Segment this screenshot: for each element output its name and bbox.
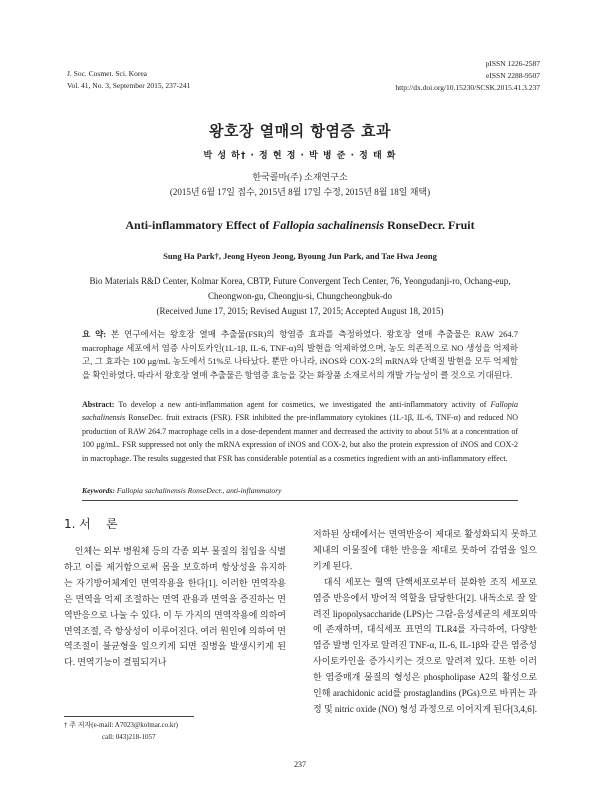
abstract-divider [82, 500, 518, 501]
title-en-post: RonseDecr. Fruit [384, 218, 475, 232]
title-en-pre: Anti-inflammatory Effect of [125, 218, 273, 232]
intro-paragraph-1: 인체는 외부 병원체 등의 각종 외부 물질의 침입을 식별하고 이를 제거함으로써 몸을 보호하며 항상성을 유지하는 자기방어체계인 면역작용을 한다[1]. 이러한 면역작용은 면역을 억제 조절하는 면역 관용과 면역을 증진하는 면역반응으로 나눌 수 있다. 이 두 가지의 면역작용에 의하여 면역조절, 즉 항상성이 이루어진다. 여러 원인에 의하여 면역조절이 불균형을 일으키게 되면 질병을 발생시키게 된다. 면역기능이 결핍되거나 [64, 546, 286, 668]
footnote-phone: call: 043)218-1057 [102, 733, 156, 741]
doi-link[interactable]: http://dx.doi.org/10.15230/SCSK.2015.41.3.237 [395, 83, 540, 92]
keywords [82, 486, 518, 495]
page-number: 237 [294, 760, 306, 769]
affiliation-english [62, 274, 538, 319]
dates-en-line: (Received June 17, 2015; Revised August 17, 2015; Accepted August 18, 2015) [156, 306, 444, 316]
title-en-species: Fallopia sachalinensis [272, 218, 385, 232]
affiliation-kr-line: 한국콜마(주) 소재연구소 [252, 172, 348, 182]
body-column-left [64, 544, 286, 671]
authors-english: Sung Ha Park†, Jeong Hyeon Jeong, Byoung Jun Park, and Tae Hwa Jeong [163, 251, 437, 261]
title-english [0, 218, 600, 233]
affiliation-en-line2: Cheongwon-gu, Cheongju-si, Chungcheongbuk-do [208, 291, 392, 301]
journal-volume: Vol. 41, No. 3, September 2015, 237-241 [67, 81, 191, 90]
intro-paragraph-1-cont: 저하된 상태에서는 면역반응이 제대로 활성화되지 못하고 체내의 이물질에 대한 반응을 제대로 못하여 감염을 일으키게 된다. [313, 529, 537, 571]
keywords-text: Fallopia sachalinensis RonseDecr., anti-inflammatory [114, 486, 282, 495]
eissn: eISSN 2288-9507 [486, 71, 540, 80]
dates-kr-line: (2015년 6월 17일 접수, 2015년 8월 17일 수정, 2015년 8월 18일 채택) [169, 187, 431, 197]
affiliation-en-line1: Bio Materials R&D Center, Kolmar Korea, CBTP, Future Convergent Tech Center, 76, Yeongudanji-ro, Ochang-eup, [89, 276, 511, 286]
abstract-en-text2: RonseDec. fruit extracts (FSR). FSR inhibited the pre-inflammatory cytokines (1L-1β, IL-6, TNF-α) and reduced NO production of RAW 264.7 macrophage cells in a dose-dependent manner and decreased the activity to about 51% at a concentration of 100 μg/mL. FSR suppressed not only the mRNA expression of iNOS and COX-2, but also the protein expression of iNOS and COX-2 in macrophage. The results suggested that FSR has considerable potential as a cosmetics ingredient with an anti-inflammatory effect. [82, 413, 518, 463]
journal-name: J. Soc. Cosmet. Sci. Korea [67, 69, 147, 78]
title-korean: 왕호장 열매의 항염증 효과 [208, 122, 392, 140]
abstract-en-text1: To develop a new anti-inflammation agent for cosmetics, we investigated the anti-inflammatory activity of [114, 400, 491, 409]
abstract-korean [82, 328, 518, 382]
keywords-label: Keywords: [82, 486, 115, 495]
authors-korean: 박 성 하† · 정 현 정 · 박 병 준 · 정 태 화 [203, 151, 397, 161]
footnote [64, 719, 286, 743]
footnote-email: † 주 저자(e-mail: A7023@kolmar.co.kr) [64, 721, 179, 729]
abstract-en-species: Fallopia sachalinensis [82, 400, 518, 423]
footnote-divider [64, 716, 194, 717]
issn-block [395, 58, 540, 94]
pissn: pISSN 1226-2587 [485, 59, 540, 68]
abstract-en-label: Abstract: [82, 400, 115, 409]
abstract-english [82, 398, 518, 465]
intro-paragraph-2: 대식 세포는 혈액 단핵세포로부터 분화한 조직 세포로 염증 반응에서 방어적 역할을 담당한다[2]. 내독소로 잘 알려진 lipopolysaccharide (LPS)는 그람-음성세균의 세포외막에 존재하며, 대식세포 표면의 TLR4를 자극하여, 다양한 염증 발병 인자로 알려진 TNF-α, IL-6, IL-1β와 같은 염증성 사이토카인을 증가시키는 것으로 알려져 있다. 또한 이러한 염증매개 물질의 형성은 phospholipase A2의 활성으로 인해 arachidonic acid를 prostaglandins (PGs)으로 바뀌는 과정 및 nitric oxide (NO) 형성 과정으로 이어지게 된다[3,4,6]. [313, 576, 537, 714]
body-column-right [313, 527, 537, 718]
journal-header [67, 68, 190, 92]
abstract-kr-text: 본 연구에서는 왕호장 열매 추출물(FSR)의 항염증 효과를 측정하였다. 왕호장 열매 추출물은 RAW 264.7 macrophage 세포에서 염증 사이토카인(1L-1β, IL-6, TNF-α)의 발현을 억제하였으며, 농도 의존적으로 NO 생성을 억제하고, 그 효과는 100 μg/mL 농도에서 51%로 나타났다. 뿐만 아니라, iNOS와 COX-2의 mRNA와 단백질 발현을 모두 억제함을 확인하였다. 따라서 왕호장 열매 추출물은 항염증 효능을 갖는 화장품 소재로서의 개발 가능성이 클 것으로 기대된다. [82, 329, 518, 380]
affiliation-korean [0, 170, 600, 200]
abstract-kr-label: 요 약: [82, 329, 107, 339]
section-heading-introduction: 1. 서 론 [64, 517, 118, 531]
